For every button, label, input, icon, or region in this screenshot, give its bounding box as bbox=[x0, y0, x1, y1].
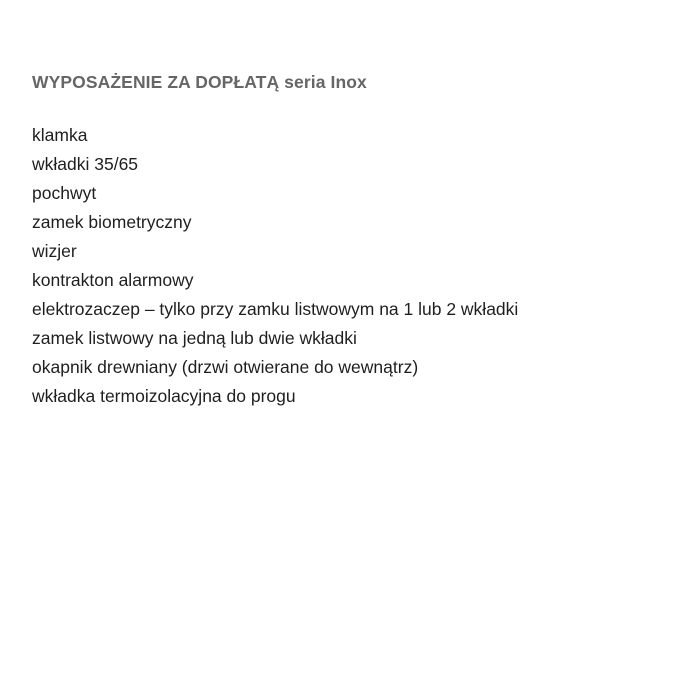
equipment-list bbox=[32, 121, 668, 411]
list-item: kontrakton alarmowy bbox=[32, 270, 194, 290]
list-item: wkładki 35/65 bbox=[32, 154, 139, 174]
list-item: wkładka termoizolacyjna do progu bbox=[32, 386, 296, 406]
list-item: okapnik drewniany (drzwi otwierane do wewnątrz) bbox=[32, 357, 419, 377]
list-item: zamek biometryczny bbox=[32, 212, 192, 232]
page-title: WYPOSAŻENIE ZA DOPŁATĄ seria Inox bbox=[32, 72, 367, 92]
list-item: zamek listwowy na jedną lub dwie wkładki bbox=[32, 328, 357, 348]
list-item: wizjer bbox=[32, 241, 77, 261]
list-item: pochwyt bbox=[32, 183, 97, 203]
list-item: elektrozaczep – tylko przy zamku listwowym na 1 lub 2 wkładki bbox=[32, 299, 519, 319]
list-item: klamka bbox=[32, 125, 88, 145]
